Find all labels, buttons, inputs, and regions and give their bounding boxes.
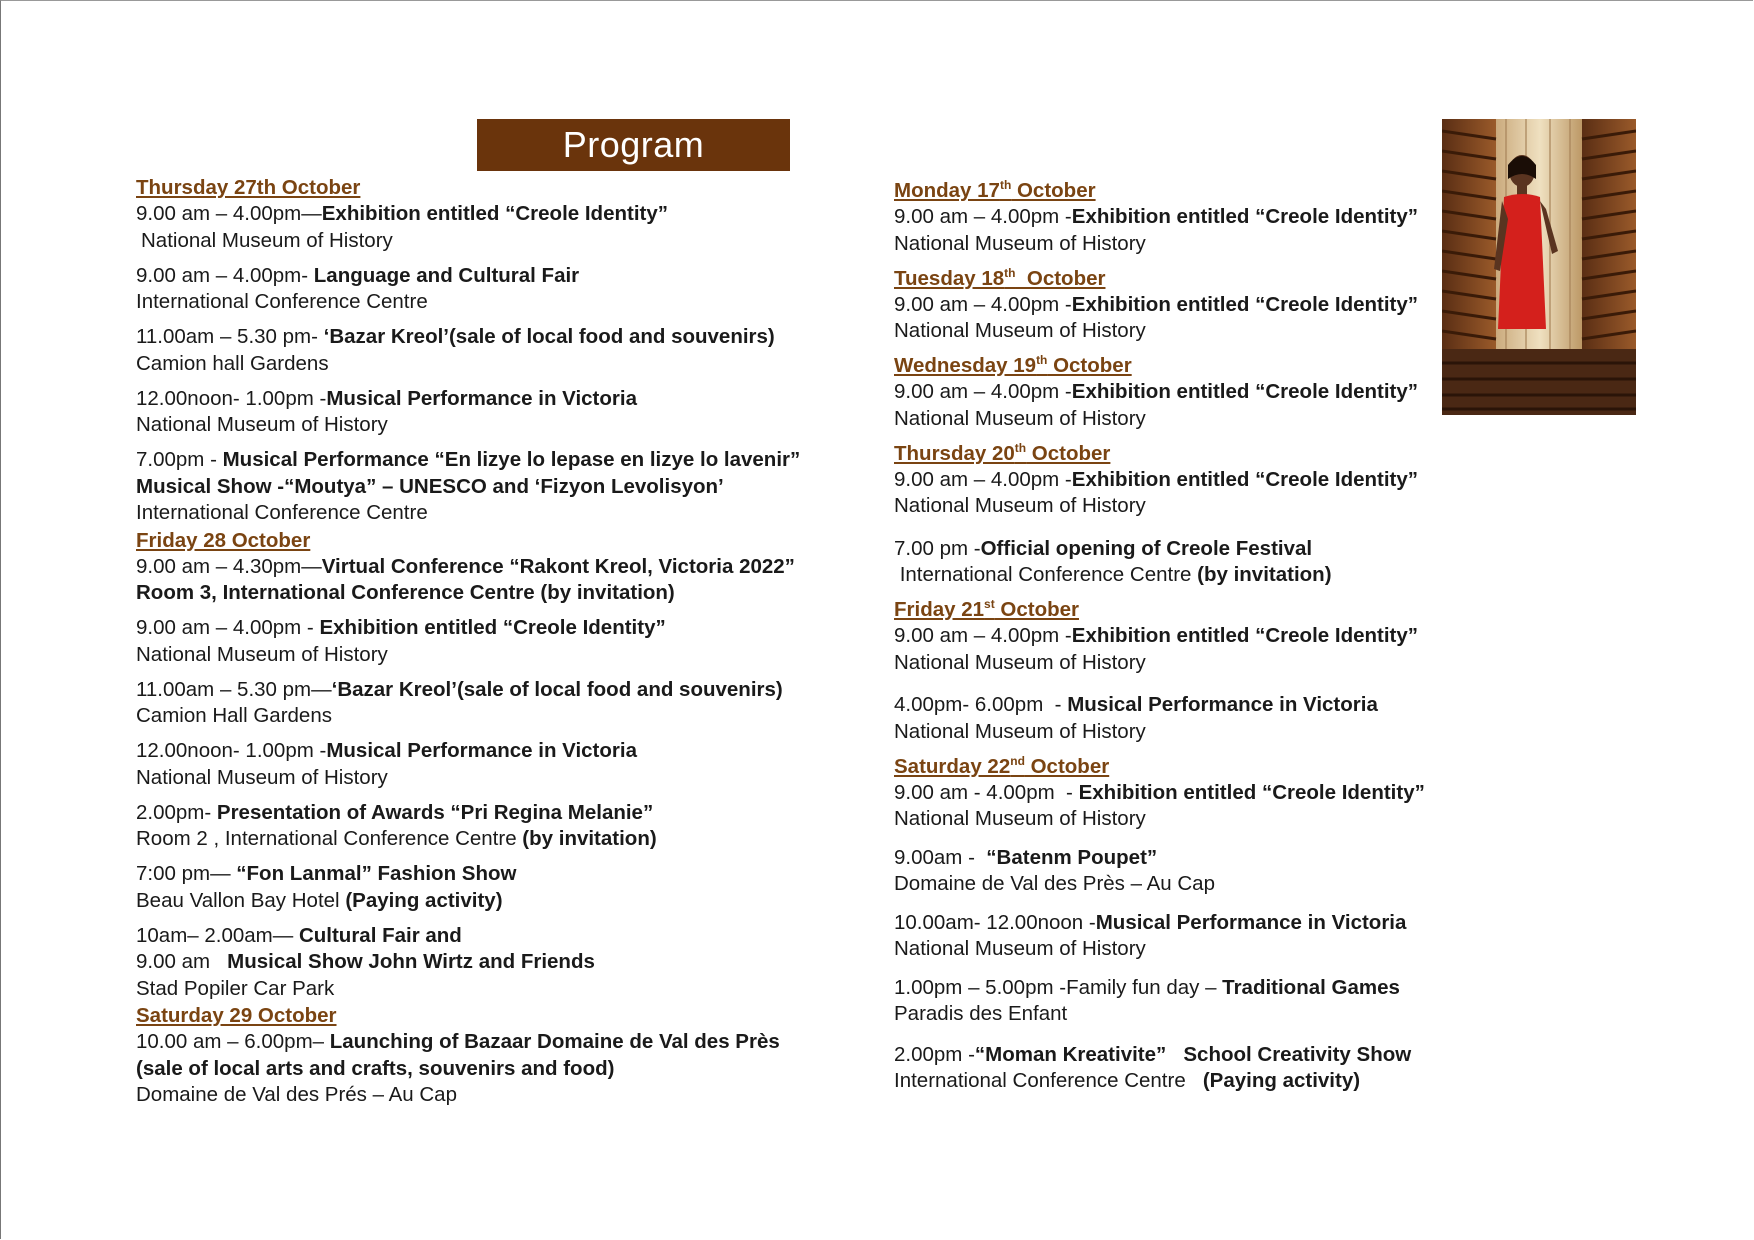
day-heading: Friday 21st October [894,597,1079,621]
event-venue: National Museum of History [136,765,388,789]
event-item: 11.00am – 5.30 pm- ‘Bazar Kreol’(sale of local food and souvenirs) Camion hall Gardens [136,324,816,377]
day-heading: Friday 28 October [136,528,311,552]
event-venue: Beau Vallon Bay Hotel [136,888,346,912]
event-venue: Domaine de Val des Près – Au Cap [894,872,1215,895]
event-item: 9.00 am – 4.00pm -Exhibition entitled “Creole Identity” National Museum of History [894,623,1434,676]
event-venue: Room 3, International Conference Centre (by invitation) [136,581,675,604]
event-item: 10.00 am – 6.00pm– Launching of Bazaar Domaine de Val des Près (sale of local arts and crafts, souvenirs and food) Domaine de Val des Prés – Au Cap [136,1029,816,1109]
event-venue: National Museum of History [894,937,1146,960]
day-heading: Saturday 22nd October [894,753,1110,778]
day-heading: Thursday 27th October [136,176,361,199]
event-item: 4.00pm- 6.00pm - Musical Performance in Victoria National Museum of History [894,692,1434,745]
day-heading: Thursday 20th October [894,440,1111,465]
event-item: 12.00noon- 1.00pm -Musical Performance in Victoria National Museum of History [136,738,816,791]
right-column [894,178,1434,1103]
event-venue: National Museum of History [894,406,1146,430]
event-venue: International Conference Centre [136,290,428,313]
event-item: 9.00 am – 4.00pm - Exhibition entitled “Creole Identity” National Museum of History [136,615,816,668]
event-venue: National Museum of History [894,650,1146,674]
event-venue: Stad Popiler Car Park [136,976,335,1000]
event-venue: National Museum of History [894,319,1146,342]
day-heading: Tuesday 18th October [894,265,1106,290]
event-venue: Camion Hall Gardens [136,704,332,727]
event-item: 11.00am – 5.30 pm—‘Bazar Kreol’(sale of local food and souvenirs) Camion Hall Gardens [136,677,816,730]
event-venue: National Museum of History [136,413,388,436]
event-venue: National Museum of History [141,228,393,252]
event-item: 10am– 2.00am— Cultural Fair and 9.00 am Musical Show John Wirtz and Friends Stad Popiler Car Park [136,923,816,1003]
event-venue: National Museum of History [136,642,388,666]
event-venue: Paradis des Enfant [894,1002,1068,1025]
photo-woman-window [1442,119,1636,415]
event-item: 2.00pm- Presentation of Awards “Pri Regina Melanie” Room 2 , International Conference Centre (by invitation) [136,800,657,850]
event-item: 10.00am- 12.00noon -Musical Performance in Victoria National Museum of History [894,910,1434,963]
day-heading: Monday 17th October [894,178,1096,202]
event-item: 7.00pm - Musical Performance “En lizye lo lepase en lizye lo lavenir” Musical Show -“Moutya” – UNESCO and ‘Fizyon Levolisyon’ International Conference Centre [136,447,816,527]
event-item: 2.00pm -“Moman Kreativite” School Creativity Show International Conference Centre (Paying activity) [894,1042,1412,1092]
event-venue: National Museum of History [894,719,1146,743]
program-title: Program [562,124,705,165]
event-item: 9.00 am – 4.00pm -Exhibition entitled “Creole Identity” National Museum of History [894,292,1434,345]
day-heading: Wednesday 19th October [894,353,1132,377]
photo-illustration [1442,119,1636,415]
left-column [136,175,816,1117]
event-item: 9.00 am - 4.00pm - Exhibition entitled “Creole Identity” National Museum of History [894,780,1434,833]
event-item: 9.00 am – 4.00pm -Exhibition entitled “Creole Identity” National Museum of History [894,204,1434,257]
event-venue: International Conference Centre [894,563,1198,586]
event-venue: National Museum of History [894,494,1146,517]
event-venue: Domaine de Val des Prés – Au Cap [136,1083,457,1106]
event-venue: International Conference Centre [136,501,428,524]
event-item: 9.00 am – 4.00pm -Exhibition entitled “Creole Identity” National Museum of History [894,379,1434,432]
event-item: 9.00am - “Batenm Poupet” Domaine de Val des Près – Au Cap [894,845,1434,898]
event-item: 1.00pm – 5.00pm -Family fun day – Traditional Games Paradis des Enfant [894,975,1434,1028]
event-venue: Room 2 , International Conference Centre [136,827,523,850]
event-venue: National Museum of History [894,231,1146,255]
program-banner [477,119,790,171]
event-item: 12.00noon- 1.00pm -Musical Performance in Victoria National Museum of History [136,386,816,439]
event-venue: National Museum of History [894,807,1146,830]
event-item: 9.00 am – 4.30pm—Virtual Conference “Rakont Kreol, Victoria 2022” Room 3, International Conference Centre (by invitation) [136,554,816,607]
day-heading: Saturday 29 October [136,1004,337,1027]
event-venue: Camion hall Gardens [136,351,329,375]
event-item: 9.00 am – 4.00pm—Exhibition entitled “Creole Identity” National Museum of History [136,201,816,254]
event-item: 9.00 am – 4.00pm -Exhibition entitled “Creole Identity” National Museum of History [894,467,1434,520]
event-item: 9.00 am – 4.00pm- Language and Cultural Fair International Conference Centre [136,263,816,316]
event-item: 7.00 pm -Official opening of Creole Festival International Conference Centre (by invitation) [894,536,1332,586]
event-venue: International Conference Centre [894,1069,1203,1092]
event-item: 7:00 pm— “Fon Lanmal” Fashion Show Beau Vallon Bay Hotel (Paying activity) [136,862,517,912]
